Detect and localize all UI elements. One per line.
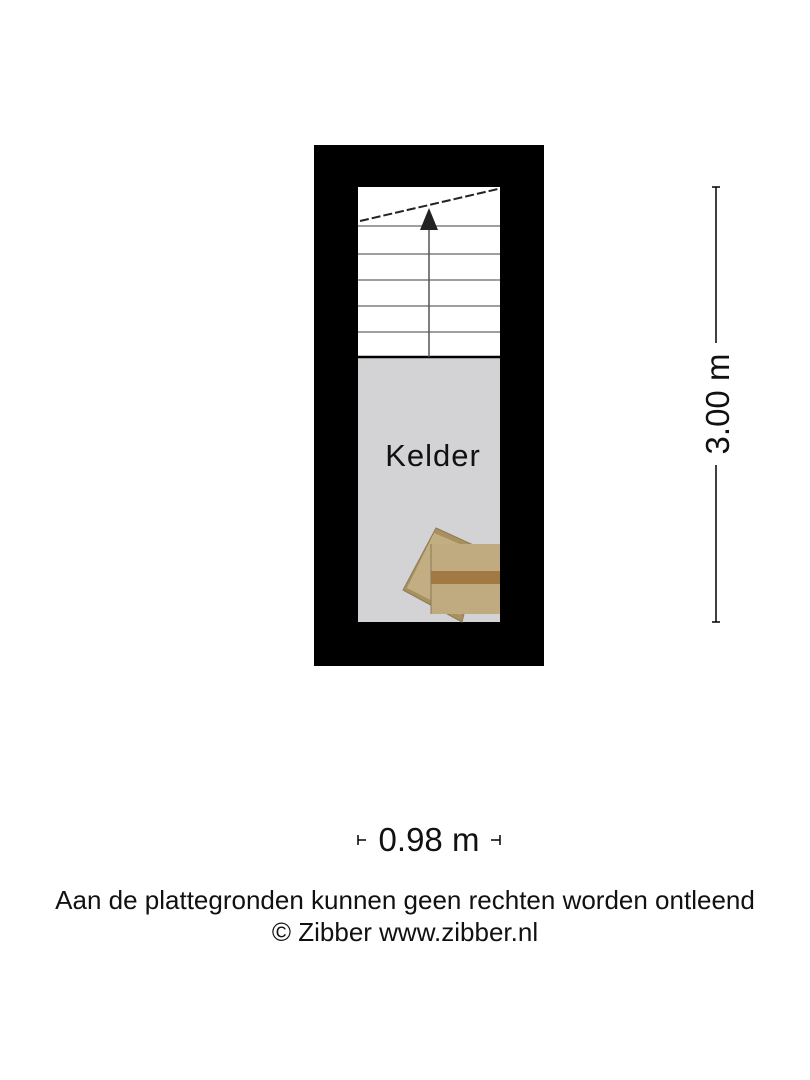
copyright-text: © Zibber www.zibber.nl [271, 917, 539, 947]
width-dimension [358, 821, 500, 858]
staircase [358, 187, 500, 357]
height-dimension [699, 187, 736, 622]
height-dimension-label: 3.00 m [699, 353, 736, 455]
room-label: Kelder [385, 438, 481, 473]
disclaimer-text: Aan de plattegronden kunnen geen rechten worden ontleend [55, 885, 755, 915]
width-dimension-label: 0.98 m [378, 821, 480, 858]
